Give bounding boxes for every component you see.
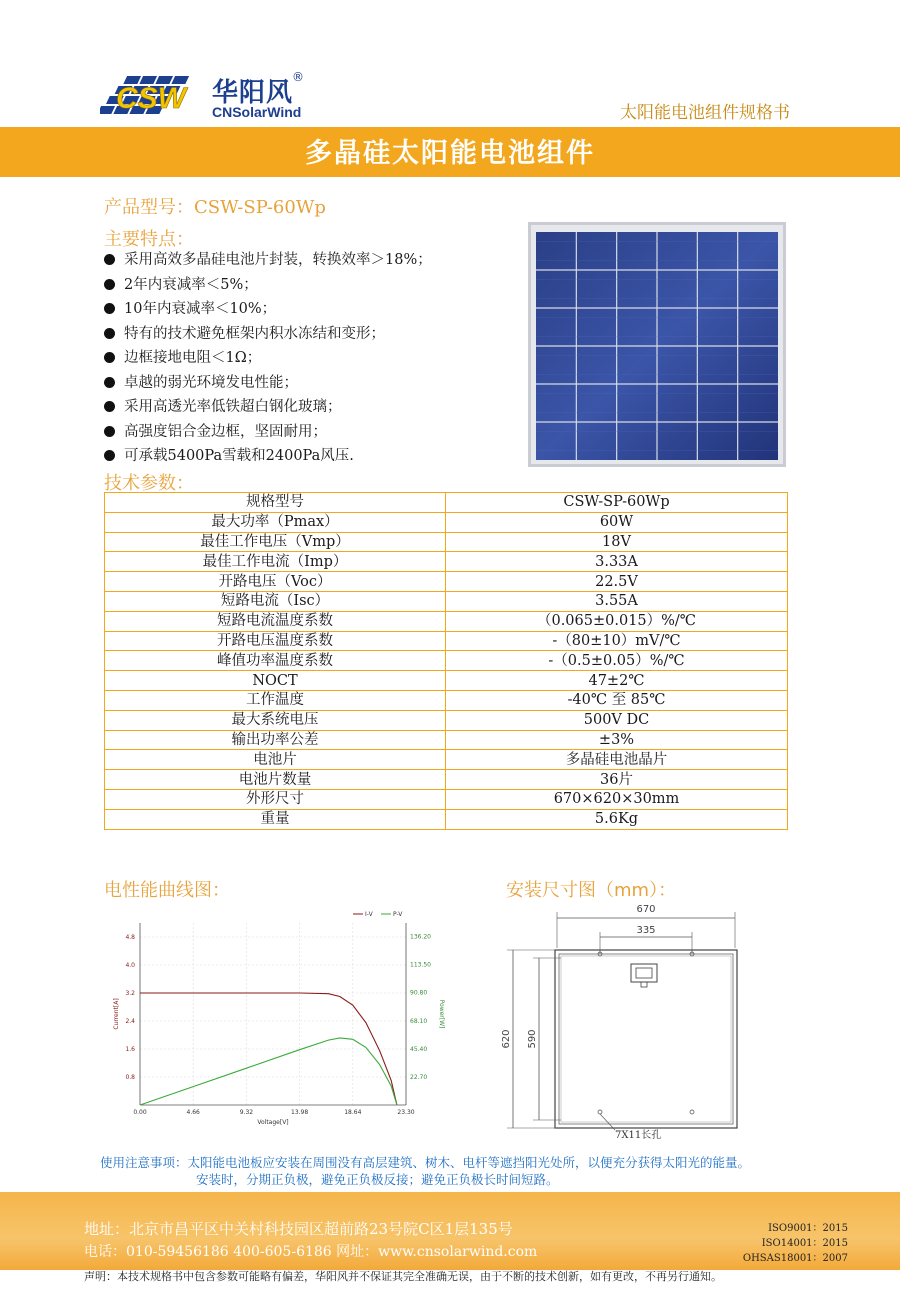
legend-pv-label: P-V	[393, 911, 403, 918]
spec-label: 最佳工作电压（Vmp）	[105, 532, 446, 552]
spec-row	[105, 631, 788, 651]
footer-address: 地址：北京市昌平区中关村科技园区超前路23号院C区1层135号	[84, 1220, 513, 1238]
feature-item	[104, 273, 432, 298]
features-list	[104, 248, 432, 469]
spec-row	[105, 512, 788, 532]
feature-text: 高强度铝合金边框，坚固耐用；	[124, 423, 327, 440]
spec-row	[105, 730, 788, 750]
specs-heading: 技术参数：	[104, 473, 194, 494]
y2-axis-label: Power[W]	[438, 999, 445, 1029]
spec-label: NOCT	[105, 671, 446, 691]
x-tick-label: 23.30	[397, 1109, 415, 1116]
y-tick-label: 4.0	[125, 962, 135, 969]
product-model-label: 产品型号：	[104, 197, 194, 218]
bullet-icon	[104, 328, 115, 339]
product-model	[104, 193, 326, 219]
feature-item	[104, 444, 432, 469]
feature-item	[104, 248, 432, 273]
series-p-v-line	[140, 1038, 397, 1105]
cert-iso9001: ISO9001：2015	[768, 1223, 848, 1234]
feature-text: 可承载5400Pa雪载和2400Pa风压.	[124, 448, 354, 464]
spec-value: -（80±10）mV/℃	[446, 631, 788, 651]
feature-item	[104, 322, 432, 347]
spec-value: -40℃ 至 85℃	[446, 690, 788, 710]
y-tick-label: 4.8	[125, 934, 135, 941]
spec-row	[105, 690, 788, 710]
spec-value: -（0.5±0.05）%/℃	[446, 651, 788, 671]
cert-iso14001: ISO14001：2015	[761, 1238, 848, 1249]
spec-label: 开路电压（Voc）	[105, 572, 446, 592]
spec-value: 3.55A	[446, 591, 788, 611]
y-tick-label: 1.6	[125, 1046, 135, 1053]
footer-contact: 电话：010-59456186 400-605-6186 网址：www.cnsolarwind.com	[84, 1244, 538, 1260]
spec-label: 电池片	[105, 750, 446, 770]
spec-row	[105, 611, 788, 631]
feature-item	[104, 346, 432, 371]
y-tick-label: 2.4	[125, 1018, 135, 1025]
feature-item	[104, 420, 432, 445]
spec-value: 3.33A	[446, 552, 788, 572]
spec-value: 60W	[446, 512, 788, 532]
dim-height-holes: 590	[527, 1029, 538, 1049]
spec-value: 47±2℃	[446, 671, 788, 691]
spec-label: 最大系统电压	[105, 710, 446, 730]
usage-notice-line2: 安装时，分期正负极，避免正负极反接；避免正负极长时间短路。	[196, 1172, 559, 1187]
feature-item	[104, 297, 432, 322]
x-tick-label: 9.32	[239, 1109, 254, 1116]
y2-tick-label: 68.10	[410, 1017, 428, 1025]
feature-text: 特有的技术避免框架内积水冻结和变形；	[124, 325, 385, 342]
y2-tick-label: 136.20	[410, 933, 431, 941]
spec-label: 电池片数量	[105, 770, 446, 790]
x-tick-label: 0.00	[133, 1109, 147, 1116]
feature-text: 采用高透光率低铁超白钢化玻璃；	[124, 399, 342, 415]
spec-row	[105, 710, 788, 730]
dim-width-holes: 335	[636, 925, 656, 936]
bullet-icon	[104, 377, 115, 388]
spec-label: 最佳工作电流（Imp）	[105, 552, 446, 572]
dimension-drawing	[495, 900, 775, 1150]
spec-value: ±3%	[446, 730, 788, 750]
y2-tick-label: 22.70	[410, 1073, 428, 1081]
spec-value: 500V DC	[446, 710, 788, 730]
spec-value: 5.6Kg	[446, 809, 788, 829]
spec-row	[105, 552, 788, 572]
spec-row	[105, 651, 788, 671]
spec-label: 短路电流温度系数	[105, 611, 446, 631]
feature-item	[104, 395, 432, 420]
spec-value: 670×620×30mm	[446, 789, 788, 809]
spec-label: 外形尺寸	[105, 789, 446, 809]
legend-iv-label: I-V	[365, 911, 373, 918]
footer-disclaimer: 声明：本技术规格书中包含参数可能略有偏差，华阳风并不保证其完全准确无误，由于不断的技术创新，如有更改，不再另行通知。	[84, 1270, 722, 1283]
csw-logo	[100, 74, 210, 120]
bullet-icon	[104, 426, 115, 437]
spec-label: 开路电压温度系数	[105, 631, 446, 651]
features-heading: 主要特点：	[104, 229, 194, 250]
y-tick-label: 3.2	[125, 990, 135, 997]
bullet-icon	[104, 352, 115, 363]
y2-tick-label: 113.50	[410, 961, 431, 969]
spec-row	[105, 750, 788, 770]
spec-label: 短路电流（Isc）	[105, 591, 446, 611]
spec-row	[105, 809, 788, 829]
dim-height-total: 620	[501, 1029, 512, 1049]
spec-row	[105, 671, 788, 691]
y-tick-label: 0.8	[125, 1074, 135, 1081]
feature-item	[104, 371, 432, 396]
spec-value: （0.065±0.015）%/℃	[446, 611, 788, 631]
svg-text:CSW: CSW	[116, 82, 186, 115]
spec-row	[105, 532, 788, 552]
spec-label: 峰值功率温度系数	[105, 651, 446, 671]
product-model-value: CSW-SP-60Wp	[194, 197, 326, 218]
spec-row	[105, 572, 788, 592]
spec-value: 多晶硅电池晶片	[446, 750, 788, 770]
feature-text: 边框接地电阻＜1Ω；	[124, 350, 262, 366]
usage-notice-line1: 使用注意事项：太阳能电池板应安装在周围没有高层建筑、树木、电杆等遮挡阳光处所，以便充分获得太阳光的能量。	[100, 1155, 751, 1170]
spec-value: 36片	[446, 770, 788, 790]
document-type-label: 太阳能电池组件规格书	[620, 103, 790, 123]
brand-name-en: CNSolarWind	[212, 104, 302, 120]
spec-label: 最大功率（Pmax）	[105, 512, 446, 532]
cert-ohsas18001: OHSAS18001：2007	[742, 1253, 848, 1264]
solar-panel-image	[528, 222, 786, 467]
x-tick-label: 13.98	[291, 1109, 309, 1116]
bullet-icon	[104, 303, 115, 314]
x-axis-label: Voltage[V]	[257, 1119, 289, 1126]
spec-row	[105, 493, 788, 513]
spec-label: 输出功率公差	[105, 730, 446, 750]
x-tick-label: 4.66	[186, 1109, 200, 1116]
feature-text: 采用高效多晶硅电池片封装，转换效率＞18%；	[124, 252, 432, 268]
y-axis-label: Current[A]	[113, 998, 120, 1030]
spec-row	[105, 591, 788, 611]
spec-row	[105, 789, 788, 809]
dim-width-total: 670	[636, 904, 656, 915]
y2-tick-label: 90.80	[410, 989, 428, 997]
spec-label: 工作温度	[105, 690, 446, 710]
curve-heading: 电性能曲线图：	[104, 880, 230, 901]
feature-text: 2年内衰减率＜5%；	[124, 276, 258, 293]
hole-note: 7X11长孔	[615, 1130, 662, 1141]
bullet-icon	[104, 254, 115, 265]
registered-mark: ®	[292, 70, 304, 84]
y2-tick-label: 45.40	[410, 1045, 428, 1053]
x-tick-label: 18.64	[344, 1109, 362, 1116]
spec-row	[105, 770, 788, 790]
page-title: 多晶硅太阳能电池组件	[305, 138, 595, 169]
spec-label: 重量	[105, 809, 446, 829]
spec-value: 18V	[446, 532, 788, 552]
brand-name-cn: 华阳风	[212, 78, 294, 108]
bullet-icon	[104, 450, 115, 461]
bullet-icon	[104, 401, 115, 412]
spec-value: CSW-SP-60Wp	[446, 493, 788, 513]
iv-pv-chart	[108, 905, 448, 1130]
spec-label: 规格型号	[105, 493, 446, 513]
spec-table	[104, 492, 788, 830]
dimensions-heading: 安装尺寸图（mm）：	[506, 880, 677, 901]
feature-text: 10年内衰减率＜10%；	[124, 301, 277, 317]
spec-value: 22.5V	[446, 572, 788, 592]
bullet-icon	[104, 279, 115, 290]
feature-text: 卓越的弱光环境发电性能；	[124, 374, 298, 391]
